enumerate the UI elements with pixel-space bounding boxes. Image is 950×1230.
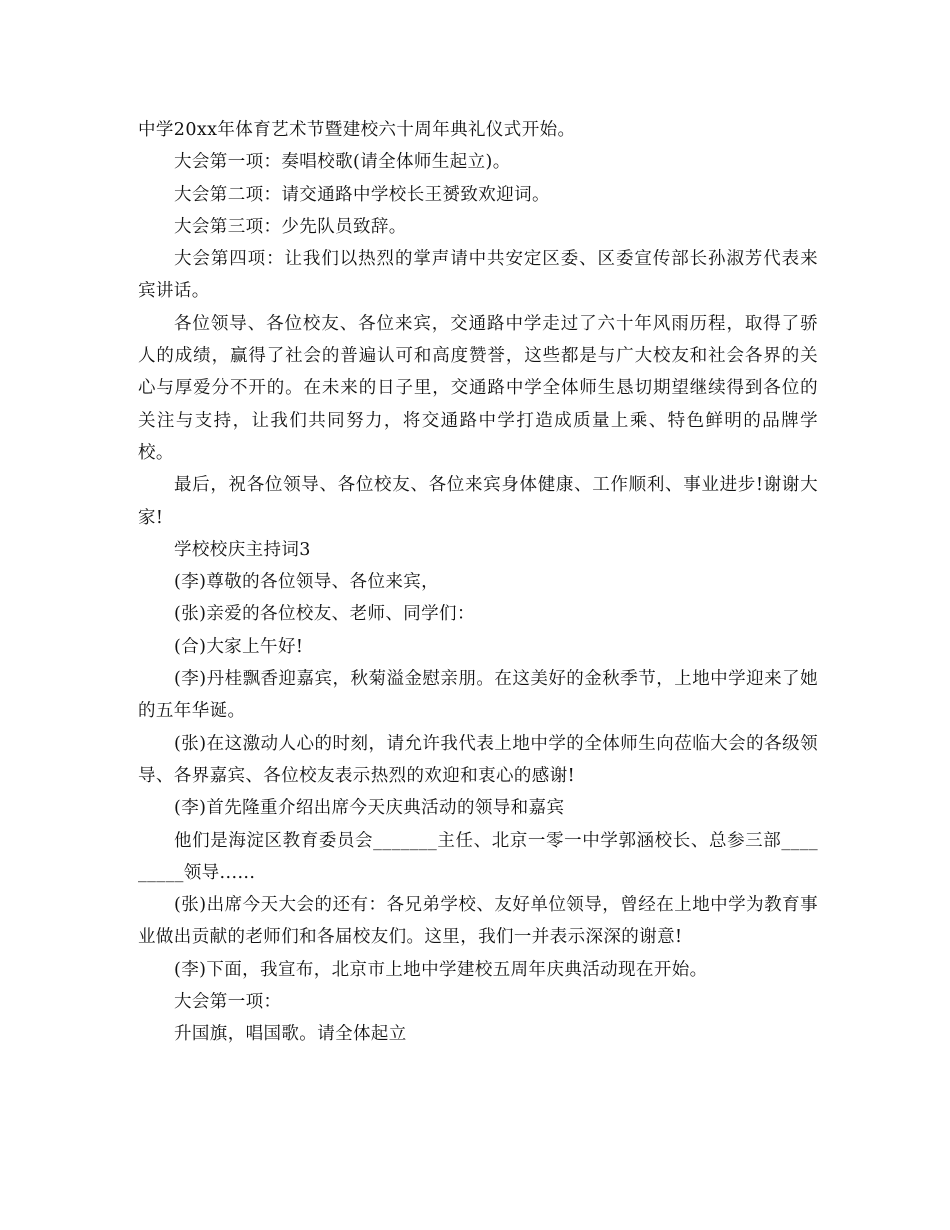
paragraph: 中学20xx年体育艺术节暨建校六十周年典礼仪式开始。	[138, 120, 576, 140]
document-page	[138, 114, 818, 1051]
paragraph: (李)尊敬的各位领导、各位来宾，	[174, 572, 440, 593]
paragraph: (合)大家上午好!	[174, 636, 304, 657]
paragraph: (张)亲爱的各位校友、老师、同学们：	[174, 604, 475, 625]
paragraph: 升国旗，唱国歌。请全体起立	[174, 1024, 407, 1045]
paragraph: 他们是海淀区教育委员会_______主任、北京一零一中学郭涵校长、总参三部_________领导......	[138, 830, 818, 883]
paragraph: (李)下面，我宣布，北京市上地中学建校五周年庆典活动现在开始。	[174, 959, 708, 980]
paragraph: (李)首先隆重介绍出席今天庆典活动的领导和嘉宾	[174, 798, 565, 819]
paragraph: 大会第三项：少先队员致辞。	[174, 216, 407, 237]
paragraph: (张)出席今天大会的还有：各兄弟学校、友好单位领导，曾经在上地中学为教育事业做出贡献的老师们和各届校友们。这里，我们一并表示深深的谢意!	[138, 895, 818, 948]
paragraph: 大会第二项：请交通路中学校长王赟致欢迎词。	[174, 184, 550, 205]
paragraph: 大会第一项：	[174, 992, 282, 1013]
paragraph: 最后，祝各位领导、各位校友、各位来宾身体健康、工作顺利、事业进步!谢谢大家!	[138, 475, 818, 528]
paragraph: 大会第一项：奏唱校歌(请全体师生起立)。	[174, 152, 511, 173]
section-heading: 学校校庆主持词3	[174, 539, 311, 560]
paragraph: 大会第四项：让我们以热烈的掌声请中共安定区委、区委宣传部长孙淑芳代表来宾讲话。	[138, 249, 818, 302]
paragraph: (张)在这激动人心的时刻，请允许我代表上地中学的全体师生向莅临大会的各级领导、各界嘉宾、各位校友表示热烈的欢迎和衷心的感谢!	[138, 733, 818, 786]
paragraph: (李)丹桂飘香迎嘉宾，秋菊溢金慰亲朋。在这美好的金秋季节，上地中学迎来了她的五年华诞。	[138, 669, 818, 722]
paragraph: 各位领导、各位校友、各位来宾，交通路中学走过了六十年风雨历程，取得了骄人的成绩，赢得了社会的普遍认可和高度赞誉，这些都是与广大校友和社会各界的关心与厚爱分不开的。在未来的日子里，交通路中学全体师生恳切期望继续得到各位的关注与支持，让我们共同努力，将交通路中学打造成质量上乘、特色鲜明的品牌学校。	[138, 313, 818, 463]
